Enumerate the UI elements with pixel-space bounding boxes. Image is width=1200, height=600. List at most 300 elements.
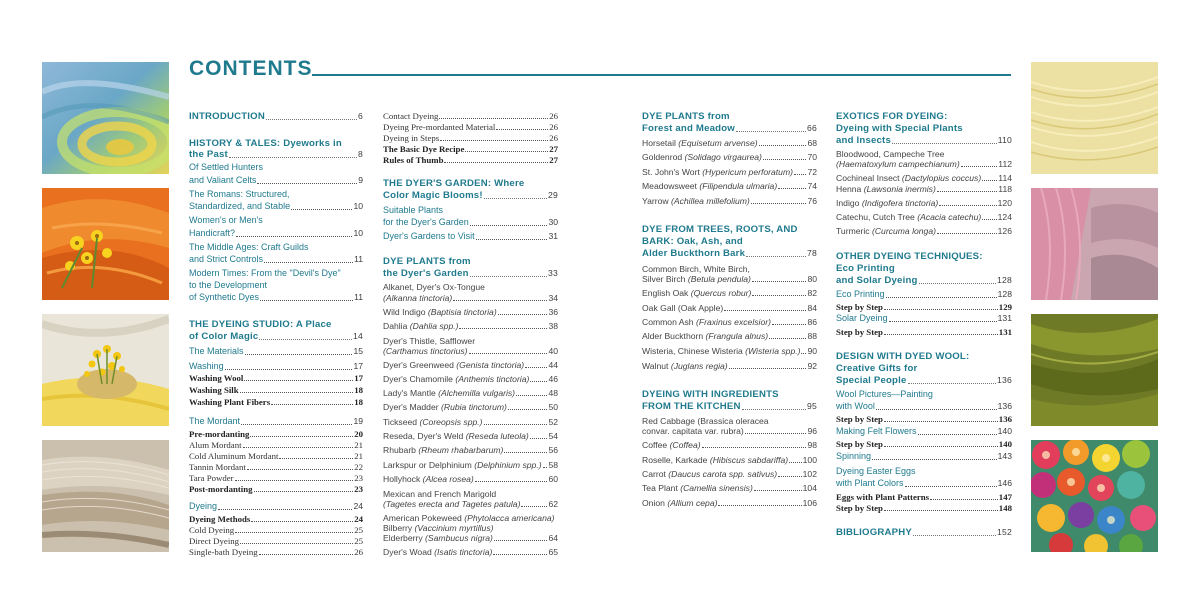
toc-entry[interactable]: [836, 111, 1012, 122]
toc-entry[interactable]: [383, 374, 558, 384]
toc-entry[interactable]: [836, 389, 1012, 400]
toc-entry-title: (Tagetes erecta and Tagetes patula): [383, 499, 521, 509]
toc-page-number: 6: [358, 111, 363, 121]
leader-dots: [465, 151, 548, 152]
photo-pink-yarn: [1031, 188, 1158, 300]
toc-entry[interactable]: [836, 263, 1012, 274]
toc-entry[interactable]: [836, 173, 1012, 183]
toc-entry[interactable]: [383, 231, 558, 242]
toc-entry[interactable]: [836, 503, 1012, 513]
toc-entry[interactable]: [836, 426, 1012, 437]
toc-page-number: 65: [548, 547, 558, 557]
toc-entry[interactable]: [189, 397, 363, 407]
toc-entry[interactable]: [383, 268, 558, 279]
toc-entry-title: and Valiant Celts: [189, 175, 257, 185]
toc-entry[interactable]: [189, 385, 363, 395]
toc-page-number: 92: [807, 361, 817, 371]
toc-page-number: 147: [998, 492, 1012, 502]
toc-entry[interactable]: [836, 351, 1012, 362]
toc-page-number: 50: [548, 402, 558, 412]
toc-entry[interactable]: [836, 135, 1012, 146]
toc-entry[interactable]: [189, 292, 363, 303]
toc-entry[interactable]: [642, 401, 817, 412]
toc-entry[interactable]: [642, 167, 817, 177]
toc-entry[interactable]: [642, 123, 817, 134]
leader-dots: [279, 458, 353, 459]
toc-entry[interactable]: [383, 547, 558, 557]
toc-entry-title: the Dyer's Garden: [383, 268, 469, 279]
leader-dots: [264, 262, 353, 263]
toc-entry[interactable]: [383, 217, 558, 228]
title-rule: [312, 74, 1011, 76]
toc-entry[interactable]: [383, 122, 558, 132]
toc-page-number: 26: [549, 122, 558, 132]
toc-entry[interactable]: [383, 256, 558, 267]
toc-entry-title: Alder Buckthorn Bark: [642, 248, 746, 259]
leader-dots: [259, 554, 354, 555]
toc-entry[interactable]: [383, 499, 558, 509]
toc-entry[interactable]: [383, 460, 558, 470]
toc-entry-title: of Color Magic: [189, 331, 259, 342]
toc-entry-title: Tannin Mordant: [189, 462, 246, 472]
photo-orange-yarn-flowers: [42, 188, 169, 300]
leader-dots: [884, 334, 998, 335]
toc-entry-title: Dyer's Chamomile (Anthemis tinctoria): [383, 374, 530, 384]
toc-entry[interactable]: [642, 469, 817, 479]
toc-entry[interactable]: [642, 152, 817, 162]
toc-page-number: 126: [997, 226, 1012, 236]
photo-yellow-yarn: [1031, 62, 1158, 174]
toc-entry-title: Lady's Mantle (Alchemilla vulgaris): [383, 388, 516, 398]
toc-entry-title: Wild Indigo (Baptisia tinctoria): [383, 307, 497, 317]
toc-page-number: 86: [807, 317, 817, 327]
toc-entry-title: Henna (Lawsonia inermis): [836, 184, 936, 194]
toc-entry[interactable]: [836, 212, 1012, 222]
toc-entry[interactable]: [836, 451, 1012, 462]
leader-dots: [247, 469, 353, 470]
leader-dots: [736, 131, 806, 132]
leader-dots: [453, 300, 547, 301]
toc-entry-title: Meadowsweet (Filipendula ulmaria): [642, 181, 778, 191]
toc-entry-title: Contact Dyeing: [383, 111, 439, 121]
toc-entry-title: Dyer's Thistle, Safflower: [383, 336, 476, 346]
toc-entry-title: FROM THE KITCHEN: [642, 401, 741, 412]
leader-dots: [229, 157, 357, 158]
toc-entry[interactable]: [642, 389, 817, 400]
toc-page-number: 25: [354, 525, 363, 535]
toc-entry[interactable]: [189, 501, 363, 512]
leader-dots: [794, 174, 806, 175]
toc-entry[interactable]: [189, 162, 363, 173]
toc-page-number: 78: [807, 248, 817, 258]
leader-dots: [886, 297, 997, 298]
toc-page-number: 26: [549, 111, 558, 121]
toc-page-number: 10: [353, 201, 363, 211]
toc-entry[interactable]: [383, 513, 558, 523]
toc-entry[interactable]: [189, 547, 363, 557]
toc-entry[interactable]: [836, 527, 1012, 538]
toc-entry-title: Horsetail (Equisetum arvense): [642, 138, 758, 148]
leader-dots: [982, 180, 997, 181]
leader-dots: [484, 198, 547, 199]
leader-dots: [982, 219, 996, 220]
toc-entry[interactable]: [836, 159, 1012, 169]
toc-entry-title: Dyer's Gardens to Visit: [383, 231, 475, 241]
leader-dots: [240, 543, 353, 544]
toc-page-number: 23: [354, 484, 363, 494]
toc-entry-title: Eggs with Plant Patterns: [836, 492, 930, 502]
toc-entry-title: Step by Step: [836, 503, 883, 513]
photo-felt-flowers: [1031, 440, 1158, 552]
leader-dots: [884, 510, 998, 511]
toc-entry[interactable]: [189, 346, 363, 357]
leader-dots: [937, 233, 997, 234]
toc-entry[interactable]: [383, 336, 558, 346]
toc-entry[interactable]: [383, 190, 558, 201]
toc-entry[interactable]: [189, 429, 363, 439]
toc-entry[interactable]: [642, 361, 817, 371]
leader-dots: [884, 421, 998, 422]
toc-entry-title: Common Ash (Fraxinus excelsior): [642, 317, 771, 327]
toc-entry[interactable]: [642, 416, 817, 426]
toc-entry[interactable]: [642, 138, 817, 148]
toc-entry[interactable]: [836, 363, 1012, 374]
toc-entry-title: Alum Mordant: [189, 440, 242, 450]
leader-dots: [778, 188, 806, 189]
toc-entry[interactable]: [383, 133, 558, 143]
toc-page-number: 11: [354, 292, 363, 302]
toc-entry-title: Standardized, and Stable: [189, 201, 291, 211]
toc-page-number: 52: [548, 417, 558, 427]
toc-entry[interactable]: [642, 248, 817, 259]
toc-entry[interactable]: [189, 373, 363, 383]
leader-dots: [521, 506, 547, 507]
toc-entry[interactable]: [642, 346, 817, 356]
toc-entry-title: Dyeing Pre-mordanted Material: [383, 122, 496, 132]
toc-entry-title: Wool Pictures—Painting: [836, 389, 933, 399]
toc-entry[interactable]: [383, 533, 558, 543]
toc-page-number: 26: [549, 133, 558, 143]
toc-page-number: 29: [548, 190, 558, 200]
toc-entry[interactable]: [189, 254, 363, 265]
toc-page-number: 129: [998, 302, 1012, 312]
toc-page-number: 118: [998, 184, 1012, 194]
leader-dots: [508, 409, 548, 410]
toc-entry[interactable]: [189, 536, 363, 546]
toc-entry[interactable]: [189, 361, 363, 372]
toc-entry[interactable]: [189, 268, 363, 279]
toc-entry[interactable]: [642, 274, 817, 284]
toc-entry[interactable]: [642, 455, 817, 465]
leader-dots: [752, 295, 806, 296]
toc-entry-title: Hollyhock (Alcea rosea): [383, 474, 474, 484]
toc-entry-title: DESIGN WITH DYED WOOL:: [836, 351, 970, 362]
toc-entry-title: Direct Dyeing: [189, 536, 240, 546]
toc-page-number: 33: [548, 268, 558, 278]
toc-entry-title: Eco Printing: [836, 289, 885, 299]
toc-entry-title: Oak Gall (Oak Apple): [642, 303, 724, 313]
toc-entry[interactable]: [836, 275, 1012, 286]
toc-entry-title: Larkspur or Delphinium (Delphinium spp.): [383, 460, 542, 470]
toc-entry[interactable]: [189, 514, 363, 524]
toc-entry[interactable]: [642, 224, 817, 235]
toc-page-number: 131: [997, 313, 1012, 323]
leader-dots: [260, 300, 353, 301]
toc-page-number: 88: [807, 331, 817, 341]
toc-entry[interactable]: [189, 484, 363, 494]
toc-page-number: 30: [548, 217, 558, 227]
toc-entry-title: Creative Gifts for: [836, 363, 918, 374]
toc-entry[interactable]: [383, 307, 558, 317]
toc-page-number: 17: [353, 361, 363, 371]
toc-entry-title: Mexican and French Marigold: [383, 489, 497, 499]
toc-entry[interactable]: [189, 525, 363, 535]
toc-entry[interactable]: [836, 184, 1012, 194]
toc-entry[interactable]: [836, 327, 1012, 337]
toc-entry[interactable]: [836, 123, 1012, 134]
toc-entry[interactable]: [189, 215, 363, 226]
photo-yellow-flowers-fabric: [42, 314, 169, 426]
toc-entry[interactable]: [836, 375, 1012, 386]
leader-dots: [752, 281, 807, 282]
toc-entry[interactable]: [383, 282, 558, 292]
toc-page-number: 72: [807, 167, 817, 177]
toc-entry[interactable]: [189, 473, 363, 483]
toc-page-number: 38: [548, 321, 558, 331]
leader-dots: [876, 409, 997, 410]
toc-entry[interactable]: [836, 401, 1012, 412]
toc-entry-title: English Oak (Quercus robur): [642, 288, 752, 298]
leader-dots: [543, 467, 548, 468]
toc-entry[interactable]: [189, 451, 363, 461]
toc-entry[interactable]: [642, 440, 817, 450]
leader-dots: [439, 118, 548, 119]
toc-entry[interactable]: [189, 111, 363, 122]
leader-dots: [243, 447, 354, 448]
leader-dots: [241, 424, 352, 425]
toc-entry[interactable]: [836, 198, 1012, 208]
leader-dots: [892, 143, 997, 144]
toc-entry[interactable]: [642, 331, 817, 341]
toc-entry-title: Yarrow (Achillea millefolium): [642, 196, 750, 206]
toc-entry-title: Handicraft?: [189, 228, 236, 238]
toc-page-number: 140: [997, 426, 1012, 436]
toc-page-number: 21: [354, 451, 363, 461]
toc-entry[interactable]: [189, 175, 363, 186]
toc-entry-title: Dyer's Woad (Isatis tinctoria): [383, 547, 493, 557]
toc-entry[interactable]: [383, 346, 558, 356]
toc-page-number: 124: [997, 212, 1012, 222]
toc-entry[interactable]: [383, 523, 558, 533]
toc-page-number: 66: [807, 123, 817, 133]
toc-entry[interactable]: [189, 416, 363, 427]
toc-page-number: 24: [353, 501, 363, 511]
leader-dots: [913, 535, 996, 536]
toc-entry-title: Washing: [189, 361, 224, 371]
leader-dots: [245, 354, 353, 355]
toc-entry[interactable]: [836, 414, 1012, 424]
toc-entry[interactable]: [836, 226, 1012, 236]
photo-dyed-silk: [42, 62, 169, 174]
toc-entry[interactable]: [383, 178, 558, 189]
photo-natural-yarn: [42, 440, 169, 552]
toc-entry-title: Roselle, Karkade (Hibiscus sabdariffa): [642, 455, 789, 465]
toc-entry[interactable]: [383, 205, 558, 216]
leader-dots: [240, 392, 354, 393]
leader-dots: [884, 309, 998, 310]
leader-dots: [271, 404, 353, 405]
toc-page-number: 31: [548, 231, 558, 241]
toc-entry[interactable]: [642, 288, 817, 298]
toc-page-number: 22: [354, 462, 363, 472]
toc-entry[interactable]: [189, 242, 363, 253]
toc-entry-title: Tickseed (Coreopsis spp.): [383, 417, 483, 427]
toc-entry[interactable]: [642, 111, 817, 122]
toc-entry[interactable]: [189, 201, 363, 212]
toc-page-number: 98: [807, 440, 817, 450]
toc-page-number: 143: [997, 451, 1012, 461]
toc-entry[interactable]: [642, 264, 817, 274]
leader-dots: [225, 369, 353, 370]
toc-entry[interactable]: [383, 321, 558, 331]
toc-entry[interactable]: [189, 149, 363, 160]
toc-entry[interactable]: [836, 313, 1012, 324]
toc-entry-title: EXOTICS FOR DYEING:: [836, 111, 948, 122]
toc-page-number: 136: [998, 414, 1012, 424]
toc-entry[interactable]: [189, 331, 363, 342]
toc-page-number: 136: [997, 375, 1012, 385]
toc-entry-title: American Pokeweed (Phytolacca americana): [383, 513, 555, 523]
leader-dots: [724, 310, 806, 311]
toc-page-number: 58: [548, 460, 558, 470]
toc-page-number: 146: [997, 478, 1012, 488]
toc-entry-title: Of Settled Hunters: [189, 162, 264, 172]
toc-entry[interactable]: [642, 196, 817, 206]
toc-entry[interactable]: [836, 149, 1012, 159]
toc-entry[interactable]: [836, 439, 1012, 449]
leader-dots: [905, 486, 997, 487]
toc-entry[interactable]: [642, 303, 817, 313]
toc-entry[interactable]: [383, 489, 558, 499]
toc-entry[interactable]: [189, 189, 363, 200]
toc-page-number: 84: [807, 303, 817, 313]
toc-entry[interactable]: [642, 181, 817, 191]
toc-entry[interactable]: [189, 138, 363, 149]
toc-entry[interactable]: [383, 388, 558, 398]
leader-dots: [937, 191, 997, 192]
toc-entry-title: DYEING WITH INGREDIENTS: [642, 389, 779, 400]
toc-entry[interactable]: [383, 155, 558, 165]
toc-entry[interactable]: [836, 289, 1012, 300]
toc-entry[interactable]: [836, 466, 1012, 477]
toc-entry-title: Cold Dyeing: [189, 525, 235, 535]
toc-page-number: 110: [997, 135, 1012, 145]
toc-page-number: 11: [354, 254, 363, 264]
toc-entry-title: Turmeric (Curcuma longa): [836, 226, 936, 236]
toc-entry[interactable]: [642, 498, 817, 508]
toc-page-number: 152: [997, 527, 1012, 537]
toc-entry[interactable]: [189, 228, 363, 239]
leader-dots: [469, 353, 548, 354]
toc-entry[interactable]: [189, 440, 363, 450]
leader-dots: [751, 203, 807, 204]
leader-dots: [496, 129, 548, 130]
toc-entry[interactable]: [836, 251, 1012, 262]
toc-entry-title: Walnut (Juglans regia): [642, 361, 728, 371]
toc-page-number: 14: [353, 331, 363, 341]
toc-entry-title: and Insects: [836, 135, 891, 146]
leader-dots: [745, 433, 807, 434]
toc-page-number: 76: [807, 196, 817, 206]
toc-entry-title: DYE FROM TREES, ROOTS, AND: [642, 224, 798, 235]
toc-entry-title: Step by Step: [836, 327, 883, 337]
toc-entry[interactable]: [642, 236, 817, 247]
toc-entry-title: Bilberry (Vaccinium myrtillus): [383, 523, 494, 533]
toc-entry[interactable]: [189, 280, 363, 291]
toc-page-number: 48: [548, 388, 558, 398]
toc-entry[interactable]: [836, 302, 1012, 312]
toc-entry[interactable]: [642, 483, 817, 493]
toc-entry[interactable]: [383, 144, 558, 154]
toc-page-number: 82: [807, 288, 817, 298]
leader-dots: [530, 438, 548, 439]
toc-entry-title: Tara Powder: [189, 473, 234, 483]
toc-entry[interactable]: [836, 478, 1012, 489]
toc-entry[interactable]: [642, 317, 817, 327]
toc-entry[interactable]: [383, 293, 558, 303]
toc-page-number: 24: [354, 514, 363, 524]
toc-entry[interactable]: [383, 360, 558, 370]
toc-page-number: 136: [997, 401, 1012, 411]
page-title: CONTENTS: [189, 57, 313, 80]
leader-dots: [530, 381, 547, 382]
toc-entry[interactable]: [383, 111, 558, 121]
leader-dots: [763, 159, 807, 160]
toc-entry[interactable]: [383, 445, 558, 455]
toc-page-number: 36: [548, 307, 558, 317]
toc-page-number: 18: [354, 397, 363, 407]
toc-entry-title: Special People: [836, 375, 907, 386]
toc-entry-title: to the Development: [189, 280, 268, 290]
toc-page-number: 64: [548, 533, 558, 543]
toc-page-number: 18: [354, 385, 363, 395]
toc-page-number: 60: [548, 474, 558, 484]
toc-page-number: 90: [807, 346, 817, 356]
toc-entry[interactable]: [383, 417, 558, 427]
toc-entry[interactable]: [383, 402, 558, 412]
toc-entry[interactable]: [189, 462, 363, 472]
toc-page-number: 102: [802, 469, 817, 479]
toc-entry-title: Single-bath Dyeing: [189, 547, 258, 557]
toc-page-number: 100: [802, 455, 817, 465]
toc-entry[interactable]: [836, 492, 1012, 502]
leader-dots: [251, 521, 353, 522]
toc-page-number: 21: [354, 440, 363, 450]
toc-entry-title: Dyeing Methods: [189, 514, 251, 524]
leader-dots: [493, 554, 547, 555]
leader-dots: [516, 395, 547, 396]
toc-entry[interactable]: [383, 431, 558, 441]
toc-entry-title: Washing Plant Fibers: [189, 397, 271, 407]
leader-dots: [872, 459, 997, 460]
toc-entry-title: Red Cabbage (Brassica oleracea: [642, 416, 769, 426]
toc-entry[interactable]: [189, 319, 363, 330]
toc-entry[interactable]: [383, 474, 558, 484]
toc-entry-title: The Mordant: [189, 416, 241, 426]
toc-entry-title: Coffee (Coffea): [642, 440, 701, 450]
toc-entry[interactable]: [642, 426, 817, 436]
leader-dots: [250, 436, 353, 437]
